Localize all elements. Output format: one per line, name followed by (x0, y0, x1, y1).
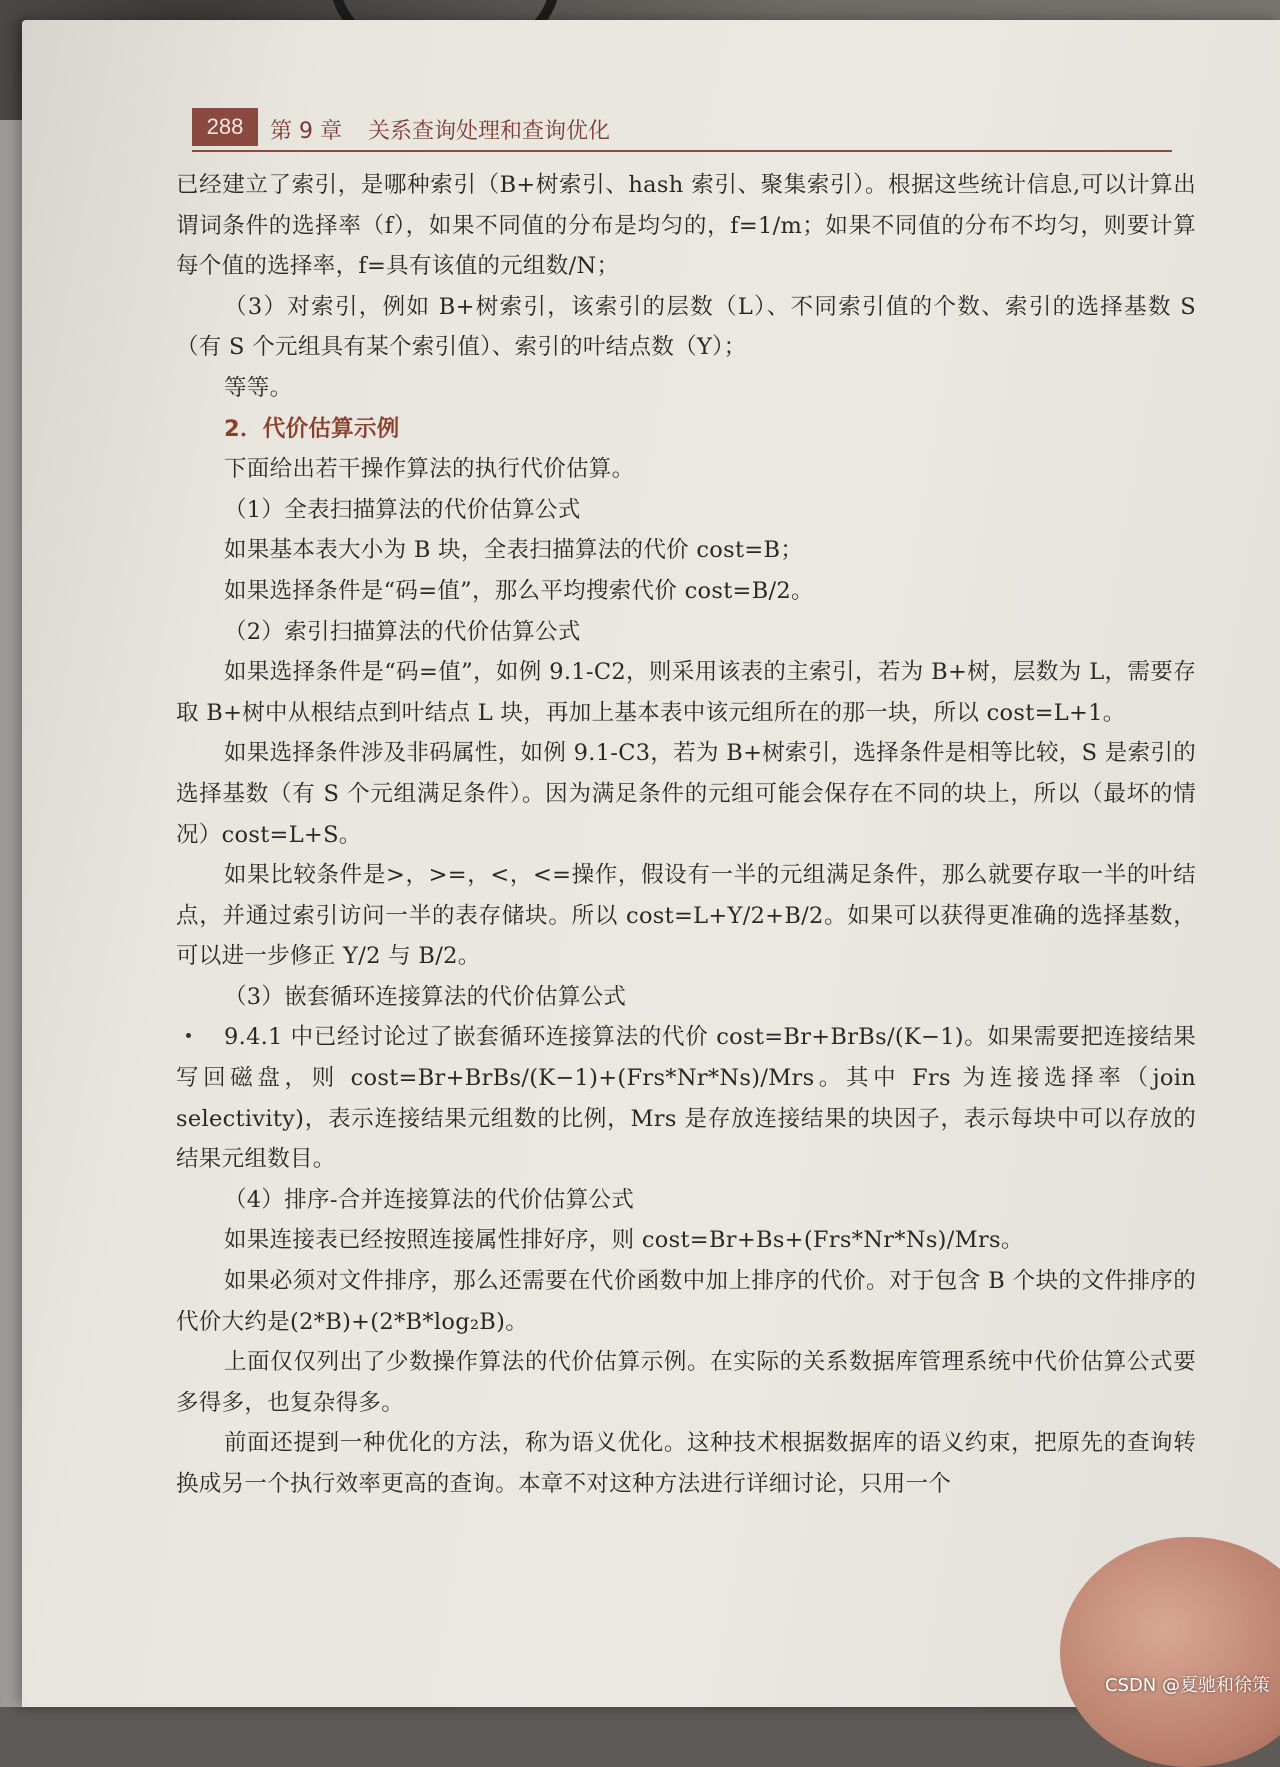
paragraph: 前面还提到一种优化的方法，称为语义优化。这种技术根据数据库的语义约束，把原先的查询转换成另一个执行效率更高的查询。本章不对这种方法进行详细讨论，只用一个 (176, 1430, 1196, 1497)
page-header (172, 90, 1172, 170)
paragraph: 如果选择条件是“码=值”，那么平均搜索代价 cost=B/2。 (224, 577, 814, 604)
page-body (176, 165, 1196, 1505)
paragraph: （3）对索引，例如 B+树索引，该索引的层数（L）、不同索引值的个数、索引的选择基数 S（有 S 个元组具有某个索引值）、索引的叶结点数（Y）； (176, 293, 1196, 361)
paragraph: 9.4.1 中已经讨论过了嵌套循环连接算法的代价 cost=Br+BrBs/(K−1)。如果需要把连接结果写回磁盘，则 cost=Br+BrBs/(K−1)+(Frs*Nr*Ns)/Mrs。其中 Frs 为连接选择率（join selectivity)，表示连接结果元组数的比例，Mrs 是存放连接结果的块因子，表示每块中可以存放的结果元组数目。 (176, 1024, 1196, 1173)
chapter-number: 第 9 章 (270, 119, 342, 144)
paragraph: 上面仅仅列出了少数操作算法的代价估算示例。在实际的关系数据库管理系统中代价估算公式要多得多，也复杂得多。 (176, 1349, 1196, 1416)
subsection-heading: （2）索引扫描算法的代价估算公式 (224, 618, 581, 645)
subsection-heading: （1）全表扫描算法的代价估算公式 (224, 496, 581, 523)
paragraph: 等等。 (224, 374, 293, 401)
chapter-title: 关系查询处理和查询优化 (367, 119, 610, 144)
paragraph: 如果选择条件涉及非码属性，如例 9.1-C3，若为 B+树索引，选择条件是相等比较，S 是索引的选择基数（有 S 个元组满足条件）。因为满足条件的元组可能会保存在不同的块上，所以（最坏的情况）cost=L+S。 (176, 740, 1196, 848)
paragraph: 如果比较条件是>，>=，<，<=操作，假设有一半的元组满足条件，那么就要存取一半的叶结点，并通过索引访问一半的表存储块。所以 cost=L+Y/2+B/2。如果可以获得更准确的选择基数，可以进一步修正 Y/2 与 B/2。 (176, 862, 1196, 970)
paragraph: 如果必须对文件排序，那么还需要在代价函数中加上排序的代价。对于包含 B 个块的文件排序的代价大约是(2*B)+(2*B*log₂B)。 (176, 1268, 1196, 1335)
header-rule (192, 150, 1172, 152)
ink-dot (186, 1033, 191, 1038)
subsection-heading: （3）嵌套循环连接算法的代价估算公式 (224, 983, 627, 1010)
paragraph: 如果基本表大小为 B 块，全表扫描算法的代价 cost=B； (224, 537, 804, 564)
paragraph: 如果选择条件是“码=值”，如例 9.1-C2，则采用该表的主索引，若为 B+树，层数为 L，需要存取 B+树中从根结点到叶结点 L 块，再加上基本表中该元组所在的那一块，所以 cost=L+1。 (176, 659, 1196, 726)
paragraph: 下面给出若干操作算法的执行代价估算。 (224, 456, 635, 483)
watermark: CSDN @夏驰和徐策 (1104, 1675, 1270, 1696)
paragraph: 已经建立了索引，是哪种索引（B+树索引、hash 索引、聚集索引）。根据这些统计信息,可以计算出谓词条件的选择率（f），如果不同值的分布是均匀的，f=1/m；如果不同值的分布不均匀，则要计算每个值的选择率，f=具有该值的元组数/N； (176, 172, 1196, 280)
paragraph: 如果连接表已经按照连接属性排好序，则 cost=Br+Bs+(Frs*Nr*Ns)/Mrs。 (224, 1227, 1024, 1254)
chapter-heading (270, 114, 610, 145)
section-heading: 2．代价估算示例 (224, 415, 400, 442)
page-number: 288 (192, 108, 258, 146)
subsection-heading: （4）排序-合并连接算法的代价估算公式 (224, 1186, 635, 1213)
